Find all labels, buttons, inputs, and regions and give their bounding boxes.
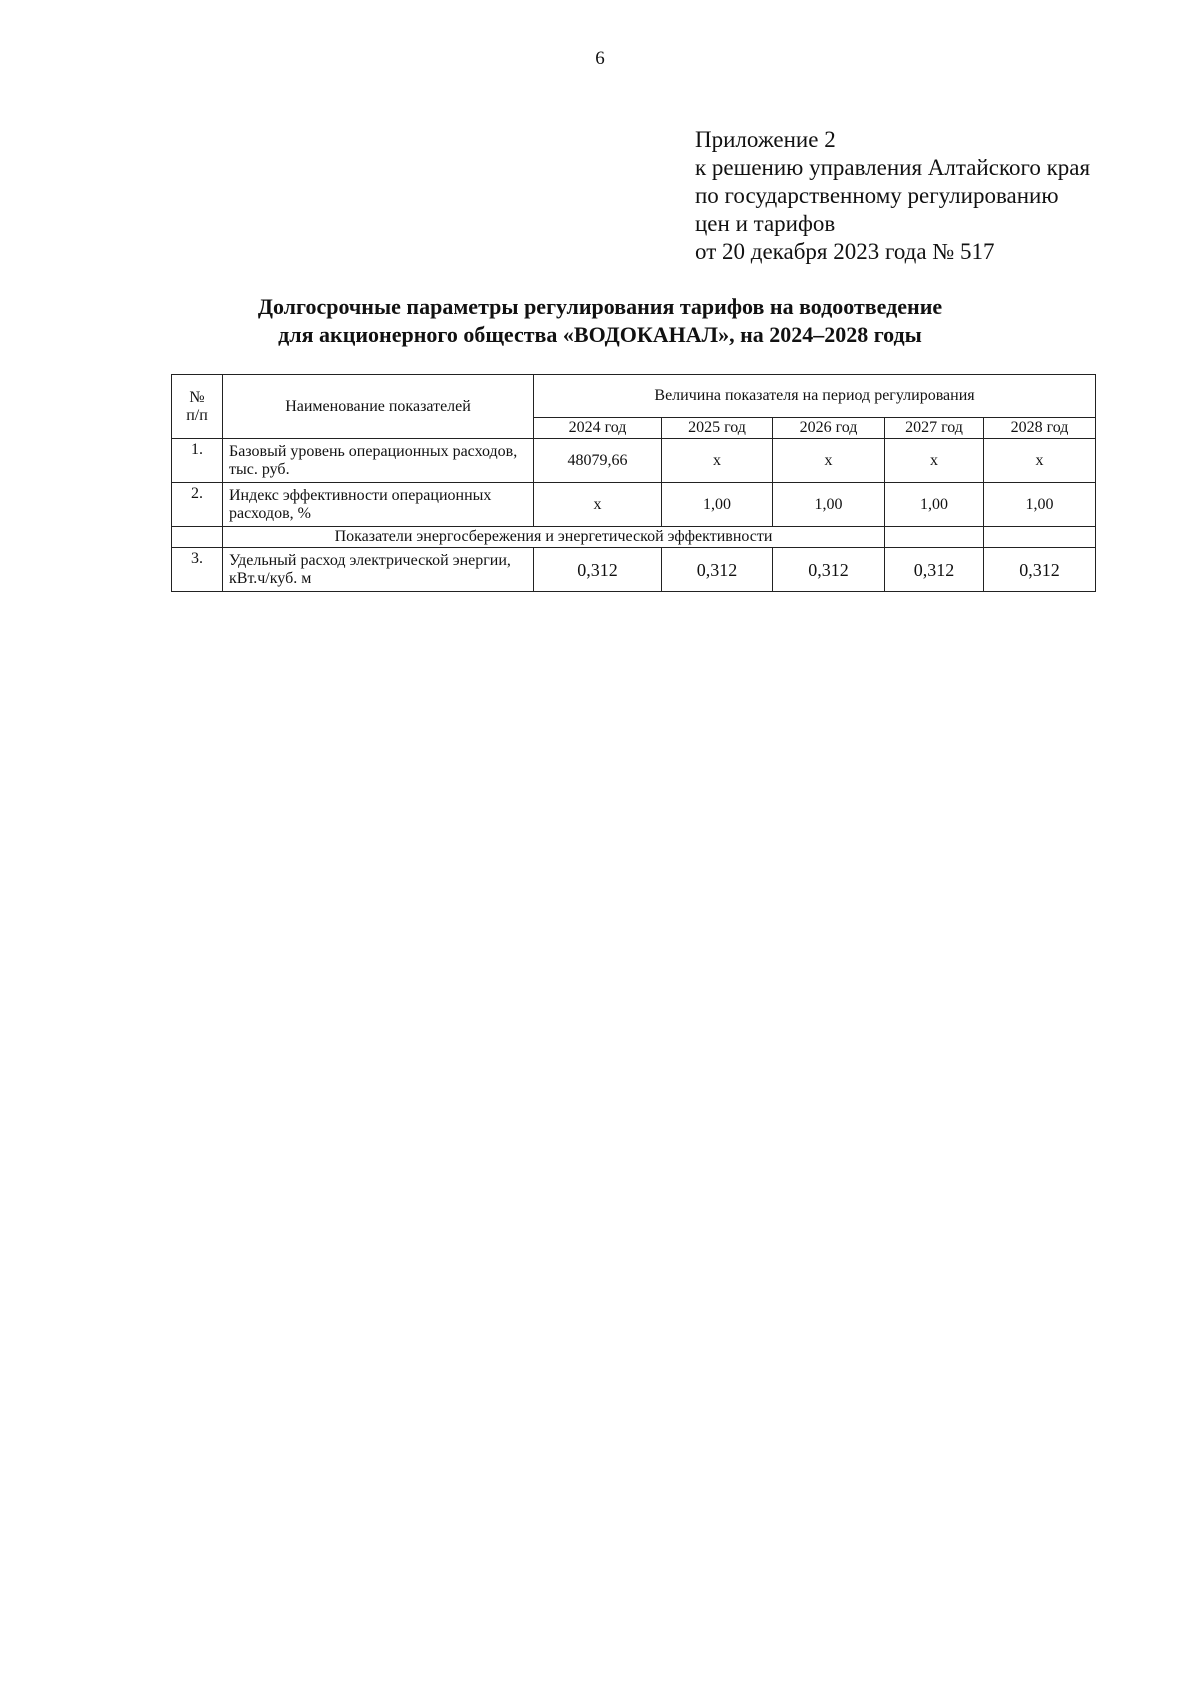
row-number: 3. xyxy=(172,548,223,592)
row-value-2026: х xyxy=(773,439,885,483)
row-value-2028: х xyxy=(984,439,1096,483)
header-number-label: п/п xyxy=(186,406,208,424)
row-name: Базовый уровень операционных расходов, тыс. руб. xyxy=(223,439,534,483)
table-row xyxy=(172,548,1096,592)
header-year-2024: 2024 год xyxy=(534,418,662,439)
header-number-cell xyxy=(172,375,223,439)
row-value-2025: 1,00 xyxy=(662,483,773,527)
annex-line: к решению управления Алтайского края xyxy=(695,155,1091,180)
header-year-2025: 2025 год xyxy=(662,418,773,439)
row-value-2026: 0,312 xyxy=(773,548,885,592)
row-value-2025: 0,312 xyxy=(662,548,773,592)
parameters-table xyxy=(171,374,1096,592)
annex-line: цен и тарифов xyxy=(695,211,836,236)
header-name-cell: Наименование показателей xyxy=(223,375,534,439)
document-title-line: Долгосрочные параметры регулирования тарифов на водоотведение xyxy=(257,294,943,319)
table-header-row xyxy=(172,375,1096,418)
section-empty-cell xyxy=(172,527,223,548)
row-value-2025: х xyxy=(662,439,773,483)
header-number-sign: № xyxy=(189,388,205,406)
row-value-2024: х xyxy=(534,483,662,527)
row-name: Удельный расход электрической энергии, кВт.ч/куб. м xyxy=(223,548,534,592)
row-value-2024: 48079,66 xyxy=(534,439,662,483)
section-empty-cell xyxy=(885,527,984,548)
document-title xyxy=(0,293,1200,349)
annex-date-number: от 20 декабря 2023 года № 517 xyxy=(695,239,995,264)
section-empty-cell xyxy=(984,527,1096,548)
table-section-row xyxy=(172,527,1096,548)
row-number: 2. xyxy=(172,483,223,527)
header-year-2028: 2028 год xyxy=(984,418,1096,439)
row-value-2027: х xyxy=(885,439,984,483)
page-number: 6 xyxy=(595,48,605,69)
header-year-2027: 2027 год xyxy=(885,418,984,439)
annex-title: Приложение 2 xyxy=(695,127,836,152)
annex-line: по государственному регулированию xyxy=(695,183,1059,208)
row-value-2027: 0,312 xyxy=(885,548,984,592)
row-value-2027: 1,00 xyxy=(885,483,984,527)
document-title-line: для акционерного общества «ВОДОКАНАЛ», на 2024–2028 годы xyxy=(278,322,922,347)
row-number: 1. xyxy=(172,439,223,483)
annex-block xyxy=(695,126,1090,266)
row-value-2028: 1,00 xyxy=(984,483,1096,527)
table-row xyxy=(172,439,1096,483)
header-period-cell: Величина показателя на период регулирования xyxy=(534,375,1096,418)
row-value-2028: 0,312 xyxy=(984,548,1096,592)
section-title: Показатели энергосбережения и энергетической эффективности xyxy=(223,527,885,548)
row-value-2024: 0,312 xyxy=(534,548,662,592)
row-value-2026: 1,00 xyxy=(773,483,885,527)
table-row xyxy=(172,483,1096,527)
header-year-2026: 2026 год xyxy=(773,418,885,439)
row-name: Индекс эффективности операционных расходов, % xyxy=(223,483,534,527)
